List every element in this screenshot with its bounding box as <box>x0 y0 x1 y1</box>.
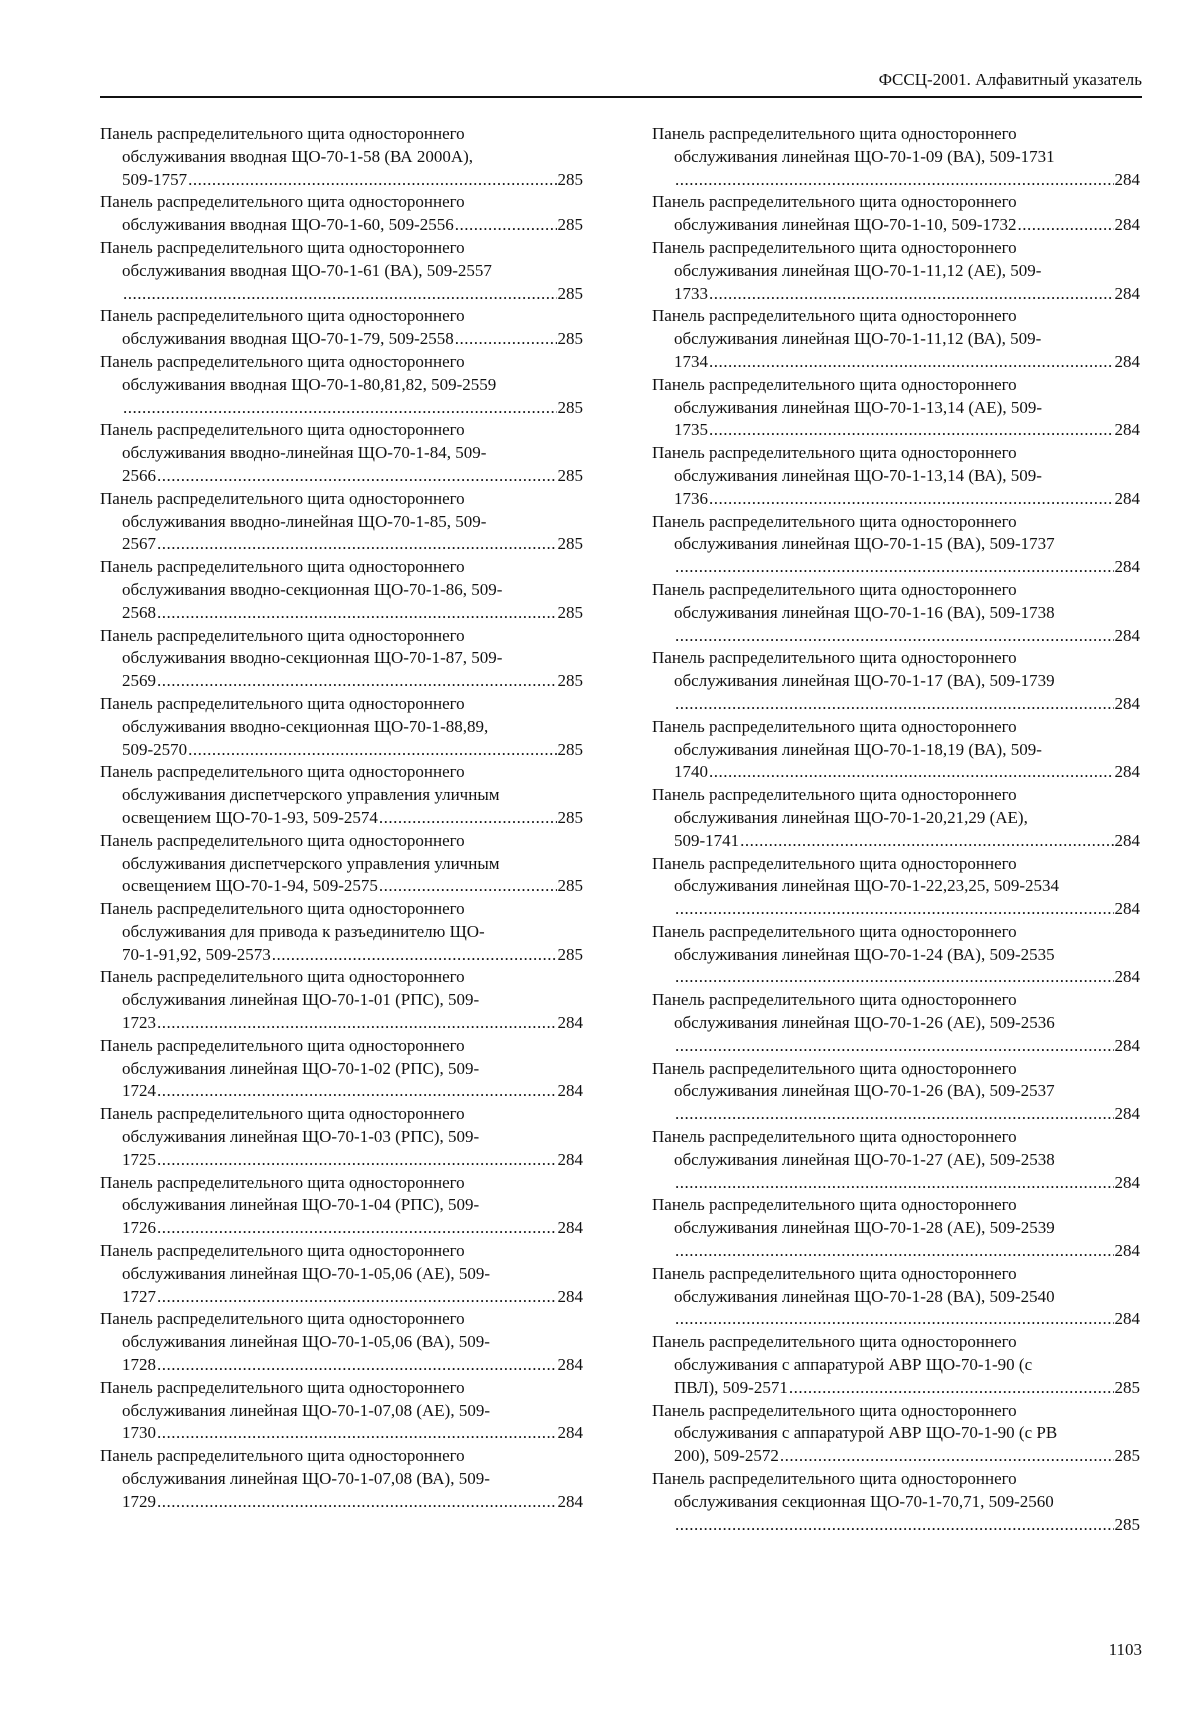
entry-last-line <box>100 283 583 306</box>
entry-page-number: 284 <box>557 1081 583 1101</box>
dot-leader <box>157 1354 557 1377</box>
entry-text-line: обслуживания линейная ЩО-70-1-18,19 (ВА), 509- <box>674 739 1042 759</box>
entry-page-number: 284 <box>557 1423 583 1443</box>
entry-last-line <box>652 419 1140 442</box>
entry-last-line <box>100 670 583 693</box>
entry-text-line: обслуживания вводная ЩО-70-1-61 (ВА), 509-2557 <box>122 260 492 280</box>
entry-text-line: обслуживания линейная ЩО-70-1-28 (АЕ), 509-2539 <box>674 1218 1055 1238</box>
header-title: ФССЦ-2001. Алфавитный указатель <box>878 70 1142 89</box>
index-column-left <box>100 123 583 1514</box>
entry-page-number: 284 <box>557 1286 583 1306</box>
entry-page-number: 284 <box>1114 1035 1140 1055</box>
entry-text-tail: 509-1741 <box>674 830 740 850</box>
entry-last-line <box>652 1514 1140 1537</box>
dot-leader <box>123 283 557 306</box>
dot-leader <box>157 1422 557 1445</box>
dot-leader <box>675 966 1114 989</box>
entry-last-line <box>100 739 583 762</box>
entry-last-line <box>652 283 1140 306</box>
dot-leader <box>157 1491 557 1514</box>
entry-last-line <box>100 1217 583 1240</box>
entry-text-line: Панель распределительного щита одностороннего <box>652 648 1017 668</box>
entry-page-number: 284 <box>1114 830 1140 850</box>
entry-text-tail: освещением ЩО-70-1-94, 509-2575 <box>122 876 378 896</box>
entry-page-number: 284 <box>1114 625 1140 645</box>
entry-text-line: обслуживания с аппаратурой АВР ЩО-70-1-90 (с <box>674 1355 1033 1375</box>
entry-page-number: 285 <box>557 397 583 417</box>
entry-text-line: Панель распределительного щита одностороннего <box>652 443 1017 463</box>
entry-text-line: обслуживания линейная ЩО-70-1-28 (ВА), 509-2540 <box>674 1286 1055 1306</box>
dot-leader <box>379 875 557 898</box>
entry-text-line: обслуживания вводная ЩО-70-1-58 (ВА 2000А), <box>122 146 474 166</box>
dot-leader <box>272 944 557 967</box>
entry-last-line <box>652 693 1140 716</box>
entry-page-number: 285 <box>557 169 583 189</box>
index-entry <box>100 237 583 305</box>
entry-last-line <box>652 830 1140 853</box>
dot-leader <box>123 397 557 420</box>
index-entry <box>100 1035 583 1103</box>
entry-text-line: Панель распределительного щита одностороннего <box>652 1469 1017 1489</box>
entry-text-tail: обслуживания линейная ЩО-70-1-10, 509-1732 <box>674 215 1017 235</box>
entry-page-number: 285 <box>557 739 583 759</box>
index-entry <box>652 1400 1140 1468</box>
entry-text-tail: 1728 <box>122 1355 156 1375</box>
entry-last-line <box>100 807 583 830</box>
entry-text-line: Панель распределительного щита одностороннего <box>652 990 1017 1010</box>
entry-last-line <box>100 1080 583 1103</box>
entry-text-line: обслуживания секционная ЩО-70-1-70,71, 509-2560 <box>674 1491 1054 1511</box>
entry-text-line: обслуживания диспетчерского управления уличным <box>122 853 500 873</box>
dot-leader <box>157 602 557 625</box>
entry-last-line <box>100 214 583 237</box>
index-entry <box>100 830 583 898</box>
entry-text-tail: 2569 <box>122 671 156 691</box>
dot-leader <box>709 351 1114 374</box>
entry-last-line <box>100 1149 583 1172</box>
entry-last-line <box>652 1172 1140 1195</box>
entry-last-line <box>652 761 1140 784</box>
entry-text-line: Панель распределительного щита одностороннего <box>100 899 465 919</box>
index-entry <box>652 784 1140 852</box>
dot-leader <box>157 1080 557 1103</box>
entry-page-number: 285 <box>1114 1514 1140 1534</box>
entry-text-tail: 1729 <box>122 1491 156 1511</box>
entry-page-number: 285 <box>557 283 583 303</box>
entry-text-line: обслуживания линейная ЩО-70-1-20,21,29 (АЕ), <box>674 807 1028 827</box>
dot-leader <box>675 1035 1114 1058</box>
entry-text-line: Панель распределительного щита одностороннего <box>100 124 465 143</box>
entry-page-number: 285 <box>557 944 583 964</box>
index-entry <box>652 511 1140 579</box>
index-entry <box>652 191 1140 237</box>
entry-text-tail: 1723 <box>122 1013 156 1033</box>
entry-page-number: 284 <box>557 1491 583 1511</box>
entry-text-line: Панель распределительного щита одностороннего <box>100 830 465 850</box>
entry-text-line: обслуживания линейная ЩО-70-1-04 (РПС), 509- <box>122 1195 480 1215</box>
entry-text-tail: 2567 <box>122 534 156 554</box>
entry-text-line: Панель распределительного щита одностороннего <box>100 192 465 212</box>
entry-text-line: обслуживания линейная ЩО-70-1-02 (РПС), 509- <box>122 1058 480 1078</box>
entry-text-line: обслуживания вводная ЩО-70-1-80,81,82, 509-2559 <box>122 374 497 394</box>
entry-text-tail: 1735 <box>674 420 708 440</box>
entry-last-line <box>652 351 1140 374</box>
entry-last-line <box>100 533 583 556</box>
entry-text-line: Панель распределительного щита одностороннего <box>100 1172 465 1192</box>
entry-text-line: обслуживания вводно-секционная ЩО-70-1-87, 509- <box>122 648 503 668</box>
entry-text-line: обслуживания линейная ЩО-70-1-05,06 (ВА), 509- <box>122 1332 490 1352</box>
entry-page-number: 284 <box>1114 693 1140 713</box>
index-entry <box>652 123 1140 191</box>
entry-page-number: 285 <box>1114 1377 1140 1397</box>
entry-text-line: Панель распределительного щита одностороннего <box>100 1377 465 1397</box>
entry-text-line: обслуживания линейная ЩО-70-1-13,14 (АЕ), 509- <box>674 397 1042 417</box>
index-column-right <box>652 123 1140 1536</box>
index-entry <box>100 966 583 1034</box>
entry-text-line: Панель распределительного щита одностороннего <box>100 420 465 440</box>
index-entry <box>100 625 583 693</box>
index-entry <box>100 419 583 487</box>
entry-text-line: обслуживания вводно-секционная ЩО-70-1-86, 509- <box>122 579 503 599</box>
entry-text-line: Панель распределительного щита одностороннего <box>100 1035 465 1055</box>
dot-leader <box>188 169 556 192</box>
entry-page-number: 285 <box>557 876 583 896</box>
dot-leader <box>157 1286 557 1309</box>
entry-page-number: 284 <box>1114 488 1140 508</box>
entry-last-line <box>100 1354 583 1377</box>
dot-leader <box>455 214 557 237</box>
entry-text-line: обслуживания линейная ЩО-70-1-22,23,25, 509-2534 <box>674 876 1060 896</box>
entry-text-line: Панель распределительного щита одностороннего <box>652 237 1017 257</box>
index-entry <box>652 1194 1140 1262</box>
entry-text-line: Панель распределительного щита одностороннего <box>652 579 1017 599</box>
index-entry <box>652 1263 1140 1331</box>
entry-page-number: 284 <box>1114 351 1140 371</box>
dot-leader <box>675 1240 1114 1263</box>
entry-text-tail: 1734 <box>674 351 708 371</box>
entry-page-number: 284 <box>1114 557 1140 577</box>
index-entry <box>652 237 1140 305</box>
entry-text-line: Панель распределительного щита одностороннего <box>100 1309 465 1329</box>
index-entry <box>100 1308 583 1376</box>
entry-page-number: 284 <box>1114 1104 1140 1124</box>
entry-text-line: Панель распределительного щита одностороннего <box>652 921 1017 941</box>
index-entry <box>652 1058 1140 1126</box>
dot-leader <box>709 761 1114 784</box>
entry-page-number: 285 <box>557 807 583 827</box>
entry-last-line <box>652 488 1140 511</box>
dot-leader <box>789 1377 1114 1400</box>
entry-page-number: 284 <box>1114 899 1140 919</box>
entry-page-number: 284 <box>1114 762 1140 782</box>
entry-text-tail: 2566 <box>122 465 156 485</box>
index-entry <box>652 716 1140 784</box>
index-entry <box>652 305 1140 373</box>
index-entry <box>652 374 1140 442</box>
entry-text-line: обслуживания линейная ЩО-70-1-07,08 (АЕ), 509- <box>122 1400 490 1420</box>
entry-last-line <box>652 1240 1140 1263</box>
index-entry <box>652 989 1140 1057</box>
dot-leader <box>675 1308 1114 1331</box>
entry-text-line: Панель распределительного щита одностороннего <box>100 967 465 987</box>
dot-leader <box>157 1217 557 1240</box>
entry-text-line: Панель распределительного щита одностороннего <box>652 192 1017 212</box>
entry-page-number: 285 <box>557 534 583 554</box>
entry-text-tail: 1727 <box>122 1286 156 1306</box>
entry-last-line <box>652 1308 1140 1331</box>
entry-page-number: 285 <box>1114 1446 1140 1466</box>
entry-last-line <box>652 1377 1140 1400</box>
entry-text-line: обслуживания линейная ЩО-70-1-11,12 (АЕ), 509- <box>674 260 1042 280</box>
entry-page-number: 285 <box>557 465 583 485</box>
entry-text-line: Панель распределительного щита одностороннего <box>652 1127 1017 1147</box>
dot-leader <box>157 533 557 556</box>
index-entry <box>652 647 1140 715</box>
entry-text-tail: 1724 <box>122 1081 156 1101</box>
entry-text-line: Панель распределительного щита одностороннего <box>100 351 465 371</box>
entry-text-line: обслуживания линейная ЩО-70-1-07,08 (ВА), 509- <box>122 1469 490 1489</box>
dot-leader <box>455 328 557 351</box>
entry-text-line: Панель распределительного щита одностороннего <box>100 625 465 645</box>
entry-text-tail: ПВЛ), 509-2571 <box>674 1377 788 1397</box>
entry-text-line: Панель распределительного щита одностороннего <box>100 237 465 257</box>
entry-page-number: 284 <box>557 1013 583 1033</box>
entry-page-number: 284 <box>1114 215 1140 235</box>
index-entry <box>100 1240 583 1308</box>
entry-text-line: обслуживания вводно-линейная ЩО-70-1-84, 509- <box>122 443 487 463</box>
index-entry <box>100 1172 583 1240</box>
entry-last-line <box>100 1286 583 1309</box>
entry-text-line: Панель распределительного щита одностороннего <box>100 1241 465 1261</box>
entry-last-line <box>652 556 1140 579</box>
entry-text-tail: 70-1-91,92, 509-2573 <box>122 944 271 964</box>
dot-leader <box>379 807 557 830</box>
entry-text-line: обслуживания линейная ЩО-70-1-11,12 (ВА), 509- <box>674 329 1042 349</box>
entry-text-line: обслуживания линейная ЩО-70-1-16 (ВА), 509-1738 <box>674 602 1055 622</box>
entry-page-number: 284 <box>1114 1241 1140 1261</box>
dot-leader <box>675 1103 1114 1126</box>
dot-leader <box>675 556 1114 579</box>
dot-leader <box>157 670 557 693</box>
entry-text-tail: 200), 509-2572 <box>674 1446 779 1466</box>
entry-text-line: Панель распределительного щита одностороннего <box>652 1263 1017 1283</box>
entry-text-line: обслуживания вводно-секционная ЩО-70-1-88,89, <box>122 716 489 736</box>
entry-last-line <box>100 602 583 625</box>
entry-text-line: обслуживания для привода к разъединителю ЩО- <box>122 921 485 941</box>
running-header <box>100 66 1142 98</box>
index-entry <box>100 305 583 351</box>
entry-text-line: Панель распределительного щита одностороннего <box>652 853 1017 873</box>
entry-last-line <box>652 625 1140 648</box>
entry-page-number: 284 <box>1114 1309 1140 1329</box>
entry-text-line: Панель распределительного щита одностороннего <box>652 1400 1017 1420</box>
index-entry <box>100 898 583 966</box>
index-entry <box>100 351 583 419</box>
entry-text-tail: освещением ЩО-70-1-93, 509-2574 <box>122 807 378 827</box>
entry-text-line: Панель распределительного щита одностороннего <box>652 306 1017 326</box>
entry-last-line <box>100 465 583 488</box>
entry-last-line <box>100 1491 583 1514</box>
entry-text-line: обслуживания линейная ЩО-70-1-26 (ВА), 509-2537 <box>674 1081 1055 1101</box>
entry-last-line <box>652 966 1140 989</box>
entry-text-line: Панель распределительного щита одностороннего <box>100 762 465 782</box>
entry-page-number: 284 <box>557 1149 583 1169</box>
entry-last-line <box>100 1012 583 1035</box>
entry-text-tail: 509-2570 <box>122 739 188 759</box>
entry-text-line: обслуживания линейная ЩО-70-1-15 (ВА), 509-1737 <box>674 534 1055 554</box>
dot-leader <box>709 419 1114 442</box>
dot-leader <box>675 693 1114 716</box>
entry-last-line <box>100 169 583 192</box>
entry-text-tail: 1725 <box>122 1149 156 1169</box>
index-entry <box>100 761 583 829</box>
entry-page-number: 285 <box>557 215 583 235</box>
entry-last-line <box>652 1035 1140 1058</box>
entry-text-tail: 1733 <box>674 283 708 303</box>
entry-page-number: 284 <box>1114 169 1140 189</box>
entry-page-number: 285 <box>557 671 583 691</box>
entry-text-line: обслуживания линейная ЩО-70-1-03 (РПС), 509- <box>122 1127 480 1147</box>
index-entry <box>652 1126 1140 1194</box>
dot-leader <box>675 1172 1114 1195</box>
entry-text-line: обслуживания линейная ЩО-70-1-05,06 (АЕ), 509- <box>122 1263 490 1283</box>
entry-text-line: Панель распределительного щита одностороннего <box>652 1195 1017 1215</box>
entry-page-number: 284 <box>1114 967 1140 987</box>
entry-text-tail: 1726 <box>122 1218 156 1238</box>
index-entry <box>652 579 1140 647</box>
entry-page-number: 284 <box>557 1355 583 1375</box>
entry-text-line: Панель распределительного щита одностороннего <box>652 1058 1017 1078</box>
entry-last-line <box>652 169 1140 192</box>
dot-leader <box>157 465 557 488</box>
entry-text-line: Панель распределительного щита одностороннего <box>652 374 1017 394</box>
entry-page-number: 285 <box>557 602 583 622</box>
dot-leader <box>740 830 1113 853</box>
entry-text-line: Панель распределительного щита одностороннего <box>652 716 1017 736</box>
entry-text-tail: 2568 <box>122 602 156 622</box>
index-entry <box>652 442 1140 510</box>
entry-text-line: обслуживания линейная ЩО-70-1-09 (ВА), 509-1731 <box>674 146 1055 166</box>
entry-page-number: 284 <box>557 1218 583 1238</box>
entry-text-line: Панель распределительного щита одностороннего <box>100 306 465 326</box>
entry-text-tail: обслуживания вводная ЩО-70-1-79, 509-2558 <box>122 329 454 349</box>
entry-text-line: Панель распределительного щита одностороннего <box>100 557 465 577</box>
index-entry <box>100 123 583 191</box>
entry-page-number: 284 <box>1114 283 1140 303</box>
entry-last-line <box>652 898 1140 921</box>
dot-leader <box>188 739 556 762</box>
page-number: 1103 <box>1108 1640 1142 1659</box>
entry-last-line <box>100 397 583 420</box>
entry-text-line: обслуживания линейная ЩО-70-1-01 (РПС), 509- <box>122 990 480 1010</box>
dot-leader <box>780 1445 1114 1468</box>
index-entry <box>100 1103 583 1171</box>
entry-text-tail: 509-1757 <box>122 169 188 189</box>
dot-leader <box>675 169 1114 192</box>
entry-text-tail: 1740 <box>674 762 708 782</box>
entry-text-tail: обслуживания вводная ЩО-70-1-60, 509-2556 <box>122 215 454 235</box>
index-entry <box>100 693 583 761</box>
entry-text-line: Панель распределительного щита одностороннего <box>652 124 1017 143</box>
entry-text-line: Панель распределительного щита одностороннего <box>100 1446 465 1466</box>
entry-page-number: 285 <box>557 329 583 349</box>
entry-last-line <box>100 944 583 967</box>
entry-page-number: 284 <box>1114 420 1140 440</box>
entry-text-line: Панель распределительного щита одностороннего <box>652 1332 1017 1352</box>
entry-text-line: обслуживания вводно-линейная ЩО-70-1-85, 509- <box>122 511 487 531</box>
entry-text-line: обслуживания линейная ЩО-70-1-24 (ВА), 509-2535 <box>674 944 1055 964</box>
entry-text-line: Панель распределительного щита одностороннего <box>100 488 465 508</box>
entry-last-line <box>100 1422 583 1445</box>
index-entry <box>100 488 583 556</box>
dot-leader <box>709 283 1114 306</box>
dot-leader <box>157 1012 557 1035</box>
index-entry <box>652 1468 1140 1536</box>
entry-text-line: обслуживания линейная ЩО-70-1-27 (АЕ), 509-2538 <box>674 1149 1055 1169</box>
entry-last-line <box>652 1103 1140 1126</box>
entry-last-line <box>100 328 583 351</box>
dot-leader <box>157 1149 557 1172</box>
entry-last-line <box>652 214 1140 237</box>
dot-leader <box>1018 214 1114 237</box>
entry-page-number: 284 <box>1114 1172 1140 1192</box>
entry-text-line: Панель распределительного щита одностороннего <box>652 511 1017 531</box>
index-entry <box>652 853 1140 921</box>
entry-text-line: обслуживания линейная ЩО-70-1-17 (ВА), 509-1739 <box>674 671 1055 691</box>
entry-text-line: обслуживания линейная ЩО-70-1-13,14 (ВА), 509- <box>674 465 1042 485</box>
dot-leader <box>709 488 1114 511</box>
entry-text-line: Панель распределительного щита одностороннего <box>100 693 465 713</box>
index-entry <box>652 921 1140 989</box>
entry-text-tail: 1730 <box>122 1423 156 1443</box>
entry-text-line: Панель распределительного щита одностороннего <box>652 785 1017 805</box>
index-entry <box>100 556 583 624</box>
entry-text-line: Панель распределительного щита одностороннего <box>100 1104 465 1124</box>
entry-text-line: обслуживания линейная ЩО-70-1-26 (АЕ), 509-2536 <box>674 1013 1055 1033</box>
entry-text-line: обслуживания диспетчерского управления уличным <box>122 785 500 805</box>
index-entry <box>100 1377 583 1445</box>
entry-text-tail: 1736 <box>674 488 708 508</box>
entry-last-line <box>100 875 583 898</box>
index-entry <box>100 1445 583 1513</box>
dot-leader <box>675 625 1114 648</box>
dot-leader <box>675 1514 1114 1537</box>
index-entry <box>652 1331 1140 1399</box>
entry-text-line: обслуживания с аппаратурой АВР ЩО-70-1-90 (с РВ <box>674 1423 1058 1443</box>
dot-leader <box>675 898 1114 921</box>
index-entry <box>100 191 583 237</box>
entry-last-line <box>652 1445 1140 1468</box>
